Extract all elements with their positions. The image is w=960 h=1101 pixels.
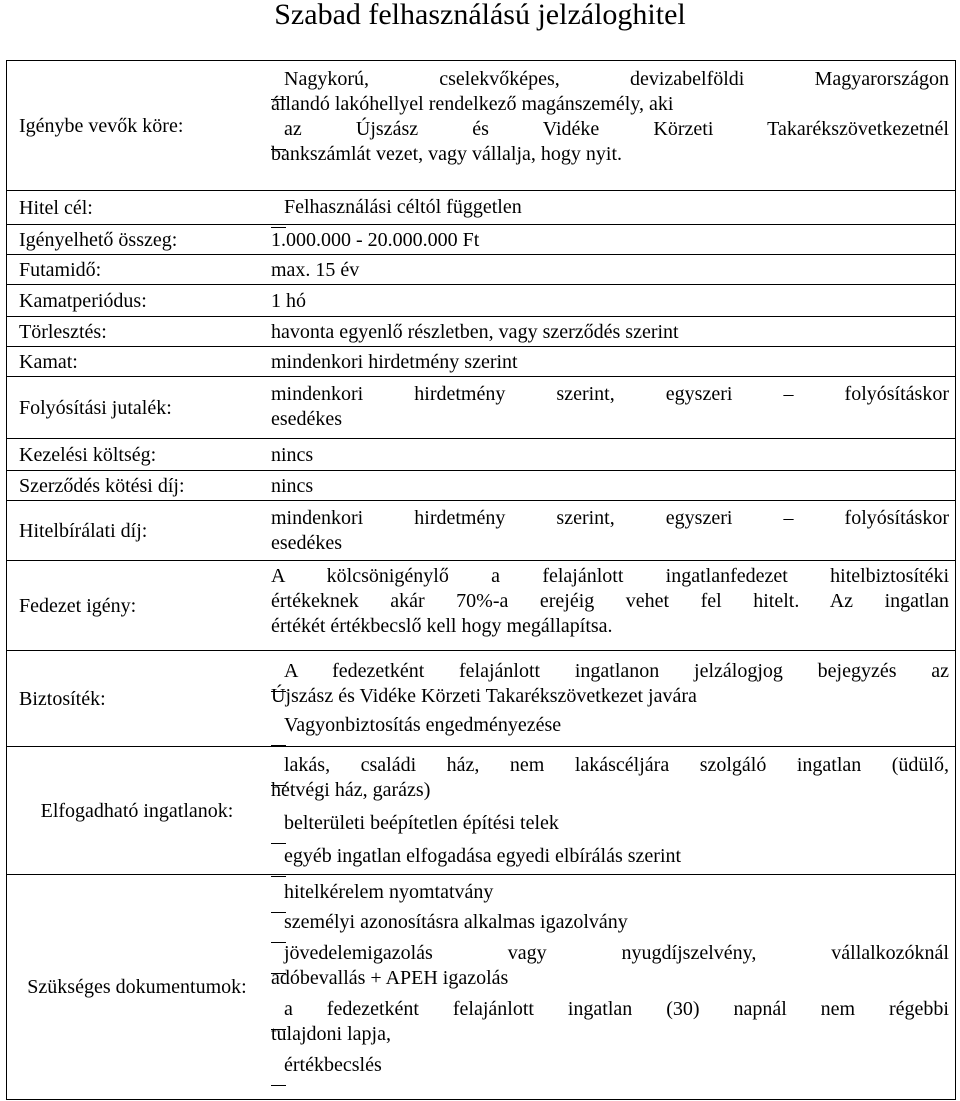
text-line: Vagyonbiztosítás engedményezése xyxy=(284,714,562,736)
row-kamat xyxy=(7,346,955,377)
text-line: esedékes xyxy=(271,532,343,554)
row-label: Kezelési költség: xyxy=(19,443,157,466)
row-value xyxy=(271,506,949,556)
text-line: az Újszász és Vidéke Körzeti Takarékszövetkezetnél xyxy=(284,118,949,140)
row-value xyxy=(271,350,949,375)
row-szerzodes xyxy=(7,470,955,501)
row-label: Törlesztés: xyxy=(19,320,107,343)
text-line: értékét értékbecslő kell hogy megállapítsa. xyxy=(271,615,613,637)
row-value xyxy=(271,228,949,253)
text-line: Nagykorú, cselekvőképes, devizabelföldi Magyarországon xyxy=(284,68,949,90)
row-label: Fedezet igény: xyxy=(19,594,137,617)
text-line: havonta egyenlő részletben, vagy szerződés szerint xyxy=(271,321,679,343)
text-line: személyi azonosításra alkalmas igazolvány xyxy=(284,911,628,933)
row-label: Hitel cél: xyxy=(19,196,93,219)
row-label: Kamat: xyxy=(19,350,78,373)
row-value xyxy=(271,67,949,167)
row-futamido xyxy=(7,254,955,285)
row-kezelesi xyxy=(7,438,955,471)
row-label: Igénybe vevők köre: xyxy=(19,114,184,137)
text-line: A fedezetként felajánlott ingatlanon jelzálogjog bejegyzés az xyxy=(284,660,949,682)
text-line: 1.000.000 - 20.000.000 Ft xyxy=(271,229,480,251)
text-line: esedékes xyxy=(271,408,343,430)
row-value xyxy=(271,320,949,345)
row-value xyxy=(271,195,949,220)
row-label: Szükséges dokumentumok: xyxy=(27,976,247,998)
text-line: mindenkori hirdetmény szerint, egyszeri – folyósításkor xyxy=(271,383,949,405)
row-value xyxy=(271,659,949,738)
text-line: értékbecslés xyxy=(284,1054,382,1076)
text-line: állandó lakóhellyel rendelkező magánszemély, aki xyxy=(271,93,674,115)
text-line: nincs xyxy=(271,475,314,497)
row-value xyxy=(271,564,949,639)
row-biztositek xyxy=(7,650,955,747)
text-line: Újszász és Vidéke Körzeti Takarékszövetkezet javára xyxy=(271,685,697,707)
row-hitelbiralati xyxy=(7,500,955,561)
row-value xyxy=(271,443,949,468)
text-line: mindenkori hirdetmény szerint, egyszeri – folyósításkor xyxy=(271,507,949,529)
text-line: A kölcsönigénylő a felajánlott ingatlanfedezet hitelbiztosítéki xyxy=(271,565,949,587)
text-line: mindenkori hirdetmény szerint xyxy=(271,351,518,373)
row-value xyxy=(271,474,949,499)
row-value xyxy=(271,382,949,432)
row-fedezet xyxy=(7,560,955,651)
row-value xyxy=(271,258,949,283)
text-line: a fedezetként felajánlott ingatlan (30) napnál nem régebbi xyxy=(284,998,949,1020)
row-hitelcel xyxy=(7,190,955,225)
text-line: Felhasználási céltól független xyxy=(284,196,522,218)
text-line: értékeknek akár 70%-a erejéig vehet fel hitelt. Az ingatlan xyxy=(271,590,949,612)
row-szukseges xyxy=(7,874,955,1100)
row-label: Biztosíték: xyxy=(19,687,106,710)
text-line: jövedelemigazolás vagy nyugdíjszelvény, vállalkozóknál xyxy=(284,942,949,964)
text-line: hitelkérelem nyomtatvány xyxy=(284,881,494,903)
row-value xyxy=(271,753,949,869)
row-folyositasi xyxy=(7,376,955,439)
row-label: Szerződés kötési díj: xyxy=(19,474,185,497)
row-label: Hitelbírálati díj: xyxy=(19,519,148,542)
text-line: lakás, családi ház, nem lakáscéljára szolgáló ingatlan (üdülő, xyxy=(284,754,949,776)
text-line: 1 hó xyxy=(271,290,306,312)
row-osszeg xyxy=(7,224,955,255)
text-line: max. 15 év xyxy=(271,259,360,281)
row-label: Elfogadható ingatlanok: xyxy=(40,799,234,822)
text-line: belterületi beépítetlen építési telek xyxy=(284,812,559,834)
row-elfogadhato xyxy=(7,746,955,875)
page-title: Szabad felhasználású jelzáloghitel xyxy=(274,0,686,31)
text-line: tulajdoni lapja, xyxy=(271,1023,391,1045)
text-line: nincs xyxy=(271,444,314,466)
row-label: Futamidő: xyxy=(19,258,102,281)
row-value xyxy=(271,289,949,314)
text-line: hétvégi ház, garázs) xyxy=(271,779,431,801)
row-label: Folyósítási jutalék: xyxy=(19,396,172,419)
text-line: bankszámlát vezet, vagy vállalja, hogy nyit. xyxy=(271,143,622,165)
row-label: Kamatperiódus: xyxy=(19,289,147,312)
row-label: Igényelhető összeg: xyxy=(19,228,178,251)
text-line: egyéb ingatlan elfogadása egyedi elbírálás szerint xyxy=(284,845,682,867)
row-value xyxy=(271,880,949,1078)
text-line: adóbevallás + APEH igazolás xyxy=(271,967,509,989)
row-torlesztes xyxy=(7,316,955,347)
row-igenybevevok xyxy=(7,62,955,190)
row-kamatperiodus xyxy=(7,284,955,317)
